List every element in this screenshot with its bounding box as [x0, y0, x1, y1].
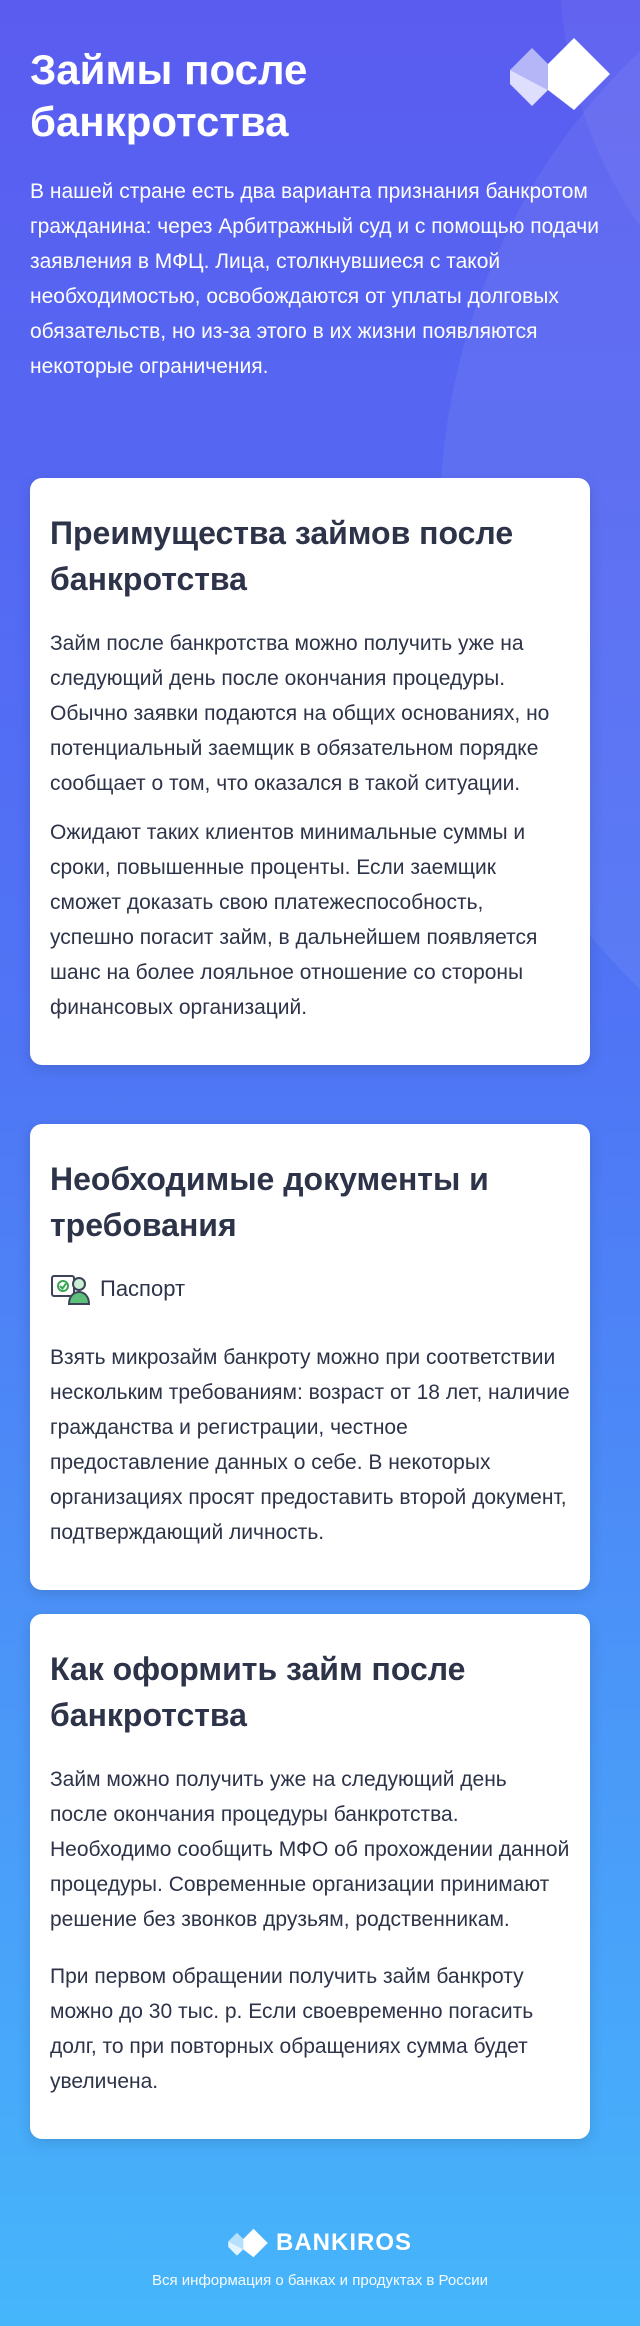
advantages-paragraph: Ожидают таких клиентов минимальные суммы и сроки, повышенные проценты. Если заемщик сможет доказать свою платежеспособность, успешно погасит займ, в дальнейшем появляется шанс на более лояльное отношение со стороны финансовых организаций.: [50, 821, 538, 1019]
how-to-paragraph: Займ можно получить уже на следующий день после окончания процедуры банкротства. Необходимо сообщить МФО об прохождении данной процедуры. Современные организации принимают решение без звонков друзьям, родственникам.: [50, 1768, 570, 1931]
advantages-card: [30, 478, 590, 1065]
how-to-card: [30, 1614, 590, 2139]
brand-name: BANKIROS: [275, 2229, 412, 2256]
passport-person-icon: [50, 1272, 90, 1306]
how-to-paragraph: При первом обращении получить займ банкроту можно до 30 тыс. р. Если своевременно погасить долг, то при повторных обращениях сумма будет увеличена.: [50, 1965, 534, 2093]
advantages-title: Преимущества займов после банкротства: [50, 515, 514, 597]
how-to-title: Как оформить займ после банкротства: [50, 1651, 466, 1733]
page-title: Займы после банкротства: [30, 46, 308, 145]
advantages-paragraph: Займ после банкротства можно получить уже на следующий день после окончания процедуры. Обычно заявки подаются на общих основаниях, но потенциальный заемщик в обязательном порядке сообщает о том, что оказался в такой ситуации.: [50, 632, 550, 795]
footer-tagline: Вся информация о банках и продуктах в России: [152, 2272, 488, 2289]
bankiros-logo-small-icon: [228, 2228, 268, 2258]
hero-section: [30, 44, 610, 384]
footer-brand: [0, 2228, 640, 2258]
documents-title: Необходимые документы и требования: [50, 1161, 489, 1243]
requirement-label: Паспорт: [100, 1276, 186, 1301]
documents-paragraph: Взять микрозайм банкроту можно при соответствии нескольким требованиям: возраст от 18 лет, наличие гражданства и регистрации, честное предоставление данных о себе. В некоторых организациях просят предоставить второй документ, подтверждающий личность.: [50, 1346, 570, 1544]
documents-card: [30, 1124, 590, 1590]
footer: [0, 2228, 640, 2289]
requirement-item: [50, 1272, 570, 1306]
intro-text: В нашей стране есть два варианта признания банкротом гражданина: через Арбитражный суд и с помощью подачи заявления в МФЦ. Лица, столкнувшиеся с такой необходимостью, освобождаются от уплаты долговых обязательств, но из-за этого в их жизни появляются некоторые ограничения.: [30, 180, 599, 378]
